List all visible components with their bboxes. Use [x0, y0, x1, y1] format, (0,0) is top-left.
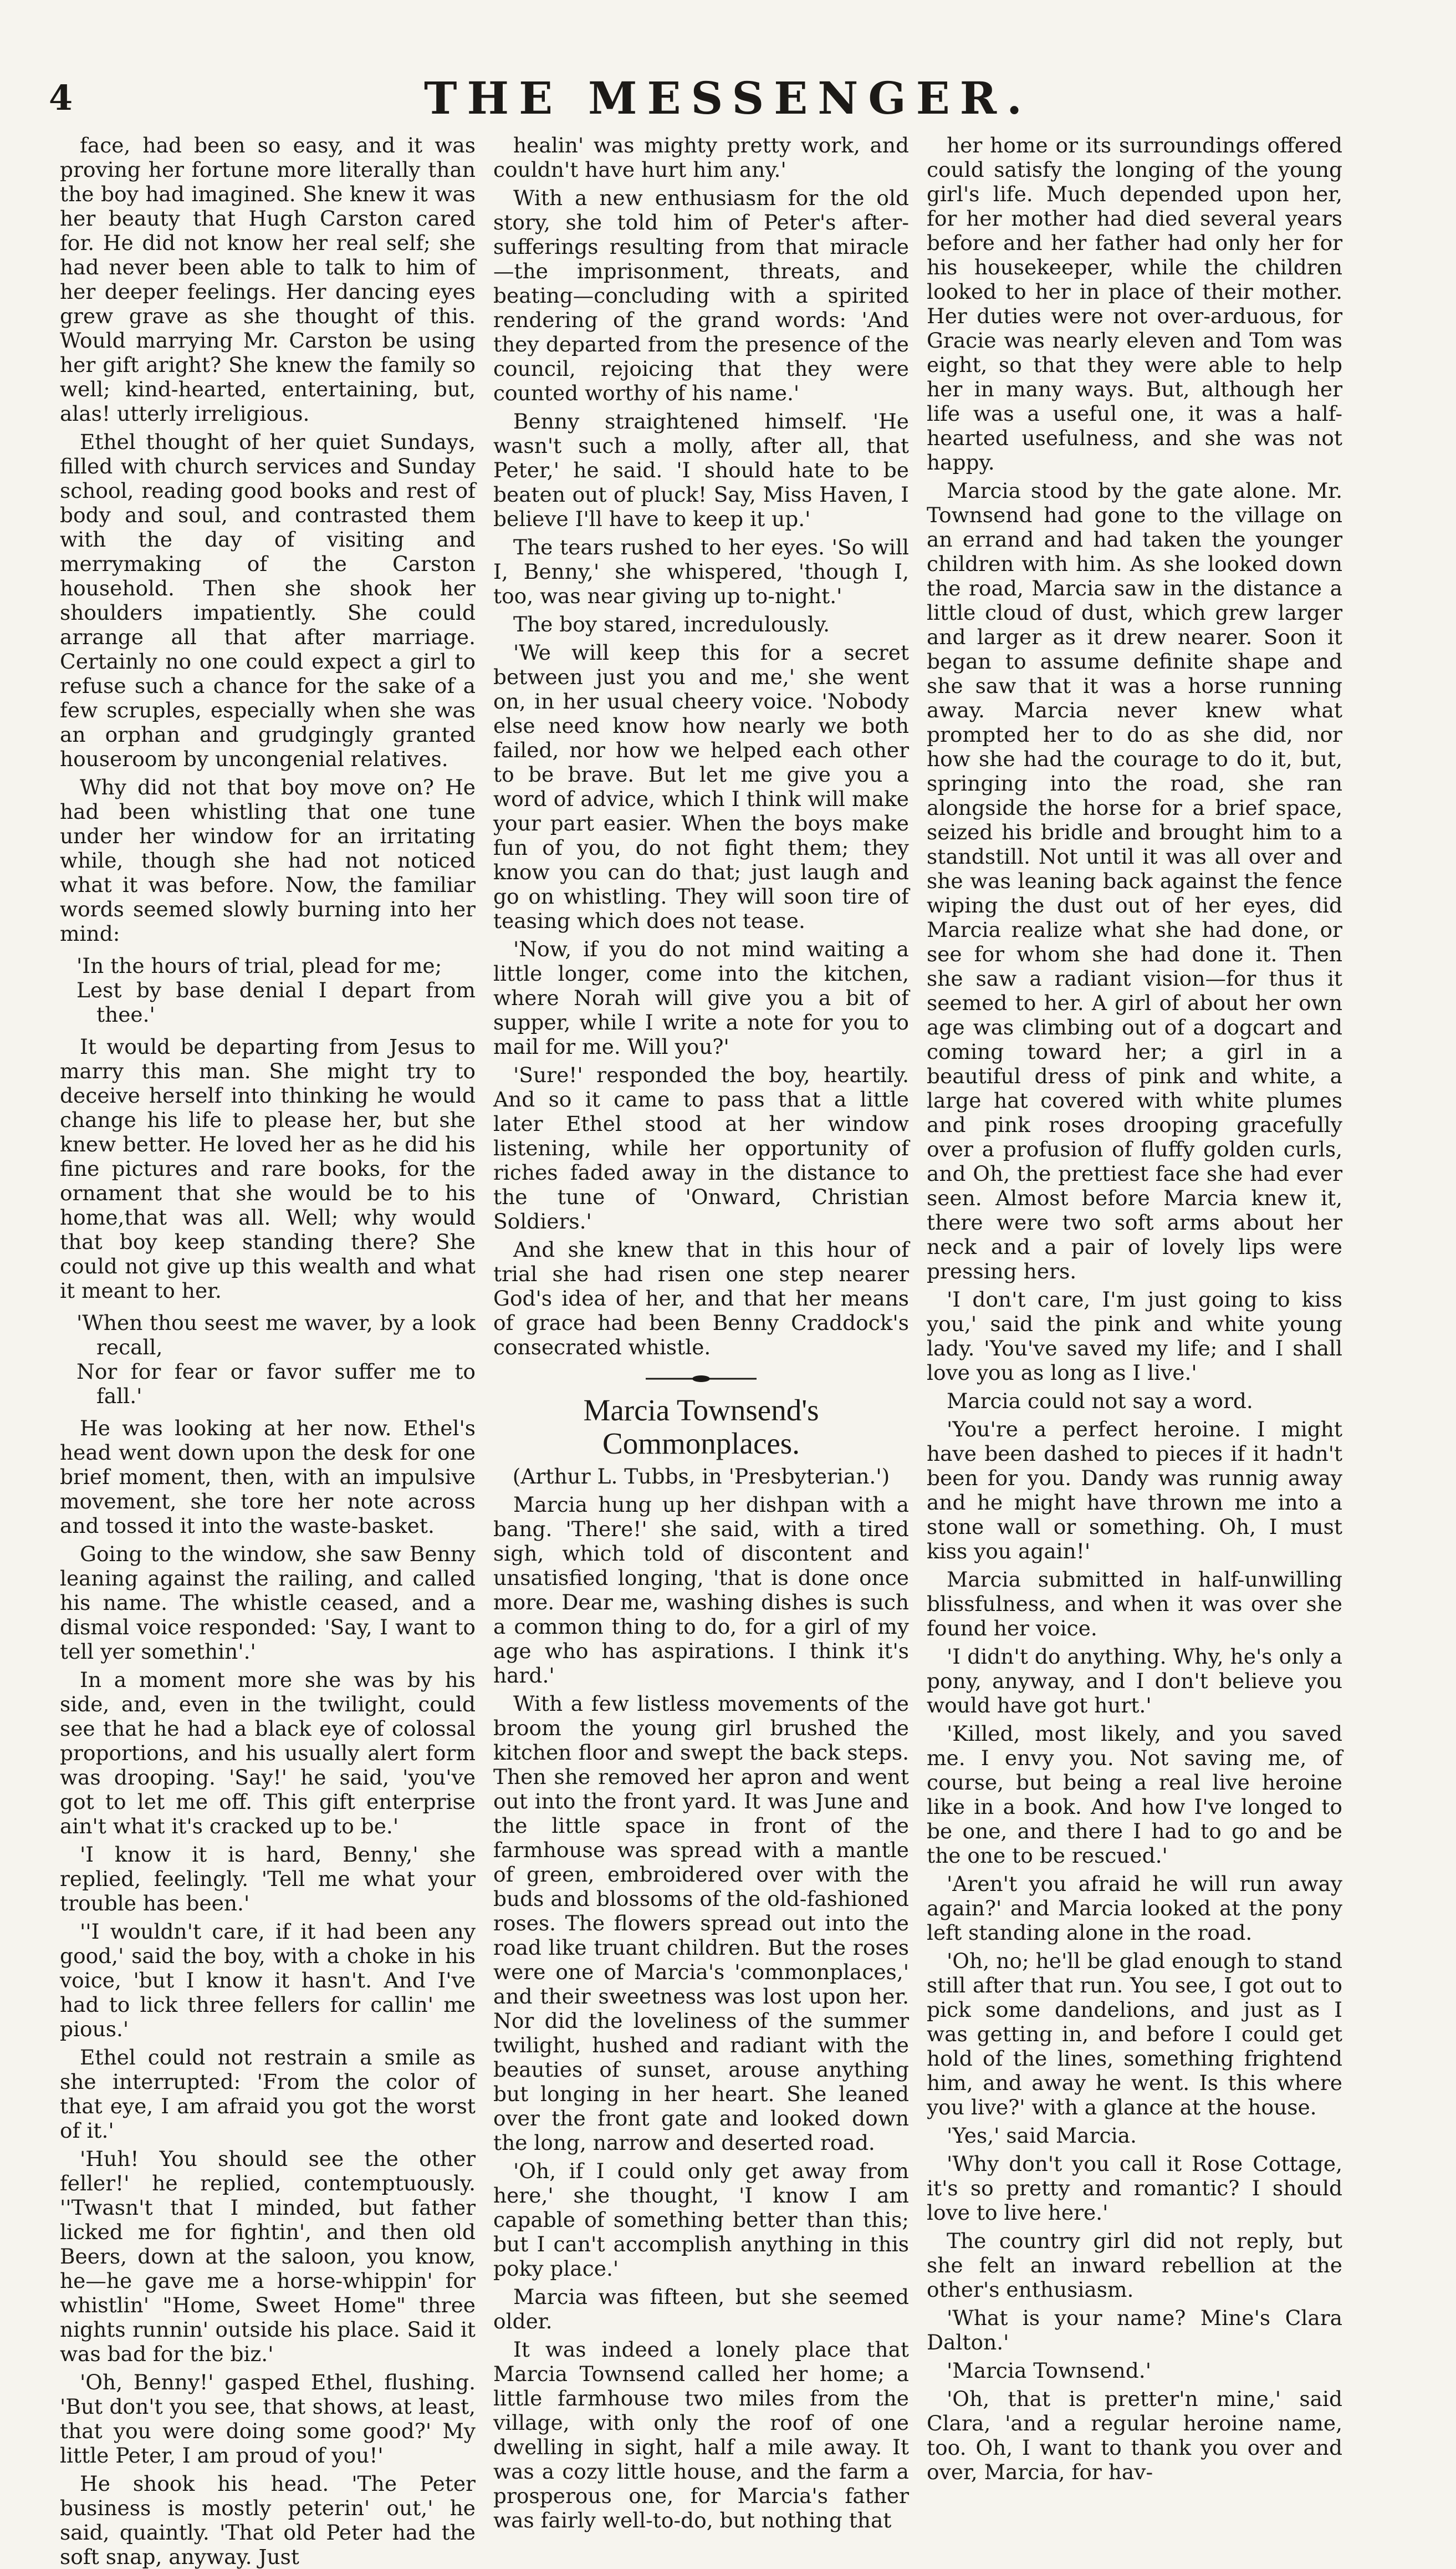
verse-line: 'When thou seest me waver, by a look recall, — [76, 1311, 476, 1359]
paragraph: 'I don't care, I'm just going to kiss you,' said the pink and white young lady. 'You've saved my life; and I shall love you as long as I live.' — [927, 1287, 1342, 1385]
verse-line: Nor for fear or favor suffer me to fall.' — [76, 1359, 476, 1408]
paragraph: The tears rushed to her eyes. 'So will I, Benny,' she whispered, 'though I, too, was near giving up to-night.' — [493, 535, 909, 608]
paragraph: And she knew that in this hour of trial she had risen one step nearer God's idea of her, and that her means of grace had been Benny Craddock's consecrated whistle. — [493, 1237, 909, 1359]
paragraph: It was indeed a lonely place that Marcia Townsend called her home; a little farmhouse two miles from the village, with only the roof of one dwelling in sight, half a mile away. It was a cozy little house, and the farm a prosperous one, for Marcia's father was fairly well-to-do, but nothing that — [493, 2337, 909, 2532]
paragraph: 'Now, if you do not mind waiting a little longer, come into the kitchen, where Norah will give you a bit of supper, while I write a note for you to mail for me. Will you?' — [493, 937, 909, 1059]
paragraph: Going to the window, she saw Benny leaning against the railing, and called his name. The whistle ceased, and a dismal voice responded: 'Say, I want to tell yer somethin'.' — [60, 1542, 476, 1664]
divider-ornament-icon — [646, 1373, 757, 1384]
paragraph: Ethel could not restrain a smile as she interrupted: 'From the color of that eye, I am afraid you got the worst of it.' — [60, 2045, 476, 2143]
column-1 — [60, 133, 476, 2569]
paragraph: 'Sure!' responded the boy, heartily. And so it came to pass that a little later Ethel stood at her window listening, while her opportunity of riches faded away in the distance to the tune of 'Onward, Christian Soldiers.' — [493, 1063, 909, 1233]
paragraph: 'Oh, that is pretter'n mine,' said Clara, 'and a regular heroine name, too. Oh, I want to thank you over and over, Marcia, for hav- — [927, 2387, 1342, 2484]
hymn-verse — [76, 1311, 476, 1408]
paragraph: It would be departing from Jesus to marry this man. She might try to deceive herself into thinking he would change his life to please her, but she knew better. He loved her as he did his fine pictures and rare books, for the ornament that she would be to his home,that was all. Well; why would that boy keep standing there? She could not give up this wealth and what it meant to her. — [60, 1034, 476, 1303]
paragraph: He was looking at her now. Ethel's head went down upon the desk for one brief moment, then, with an impulsive movement, she tore her note across and tossed it into the waste-basket. — [60, 1416, 476, 1538]
paragraph: Marcia could not say a word. — [947, 1389, 1253, 1413]
page-header — [0, 72, 1456, 133]
paragraph: 'We will keep this for a secret between just you and me,' she went on, in her usual cheery voice. 'Nobody else need know how nearly we both failed, nor how we helped each other to be brave. But let me give you a word of advice, which I think will make your part easier. When the boys make fun of you, do not fight them; they know you can do that; just laugh and go on whistling. They will soon tire of teasing which does not tease. — [493, 640, 909, 933]
verse-line: Lest by base denial I depart from thee.' — [76, 978, 476, 1027]
paragraph: 'You're a perfect heroine. I might have been dashed to pieces if it hadn't been for you. Dandy was runnig away and he might have thrown me into a stone wall or something. Oh, I must kiss you again!' — [927, 1417, 1342, 1563]
paragraph: With a new enthusiasm for the old story, she told him of Peter's after-sufferings resulting from that miracle—the imprisonment, threats, and beating—concluding with a spirited rendering of the grand words: 'And they departed from the presence of the council, rejoicing that they were counted worthy of his name.' — [493, 186, 909, 405]
paragraph: 'Oh, if I could only get away from here,' she thought, 'I know I am capable of something better than this; but I can't accomplish anything in this poky place.' — [493, 2159, 909, 2281]
paragraph: 'I know it is hard, Benny,' she replied, feelingly. 'Tell me what your trouble has been.' — [60, 1842, 476, 1915]
article-byline: (Arthur L. Tubbs, in 'Presbyterian.') — [512, 1464, 890, 1489]
column-3 — [927, 133, 1342, 2484]
section-divider — [493, 1365, 909, 1389]
column-2 — [493, 133, 909, 2532]
article-title: Marcia Townsend's Commonplaces. — [583, 1393, 819, 1460]
paragraph: 'Why don't you call it Rose Cottage, it's so pretty and romantic? I should love to live here.' — [927, 2152, 1342, 2225]
paragraph: 'Aren't you afraid he will run away again?' and Marcia looked at the pony left standing alone in the road. — [927, 1872, 1342, 1945]
paragraph: her home or its surroundings offered could satisfy the longing of the young girl's life. Much depended upon her, for her mother had died several years before and her father had only her for his housekeeper, while the children looked to her in place of their mother. Her duties were not over-arduous, for Gracie was nearly eleven and Tom was eight, so that they were able to help her in many ways. But, although her life was a useful one, it was a half-hearted usefulness, and she was not happy. — [927, 133, 1342, 475]
masthead: THE MESSENGER. — [424, 72, 1032, 124]
paragraph: 'Oh, Benny!' gasped Ethel, flushing. 'But don't you see, that shows, at least, that you were doing some good?' My little Peter, I am proud of you!' — [60, 2370, 476, 2468]
paragraph: ''I wouldn't care, if it had been any good,' said the boy, with a choke in his voice, 'but I know it hasn't. And I've had to lick three fellers for callin' me pious.' — [60, 1919, 476, 2041]
paragraph: 'Marcia Townsend.' — [947, 2358, 1152, 2383]
paragraph: Marcia stood by the gate alone. Mr. Townsend had gone to the village on an errand and had taken the younger children with him. As she looked down the road, Marcia saw in the distance a little cloud of dust, which grew larger and larger as it drew nearer. Soon it began to assume definite shape and she saw that it was a horse running away. Marcia never knew what prompted her to do as she did, nor how she had the courage to do it, but, springing into the road, she ran alongside the horse for a brief space, seized his bridle and brought him to a standstill. Not until it was all over and she was leaning back against the fence wiping the dust out of her eyes, did Marcia realize what she had done, or see for whom she had done it. Then she saw a radiant vision—for thus it seemed to her. A girl of about her own age was climbing out of a dogcart and coming toward her; a girl in a beautiful dress of pink and white, a large hat covered with white plumes and pink roses drooping gracefully over a profusion of fluffy golden curls, and Oh, the prettiest face she had ever seen. Almost before Marcia knew it, there were two soft arms about her neck and a pair of lovely lips were pressing hers. — [927, 478, 1342, 1283]
paragraph: Why did not that boy move on? He had been whistling that one tune under her window for an irritating while, though she had not noticed what it was before. Now, the familiar words seemed slowly burning into her mind: — [60, 775, 476, 946]
hymn-verse — [76, 954, 476, 1027]
paragraph: He shook his head. 'The Peter business is mostly peterin' out,' he said, quaintly. 'That old Peter had the soft snap, anyway. Just — [60, 2471, 476, 2569]
paragraph: Benny straightened himself. 'He wasn't such a molly, after all, that Peter,' he said. 'I should hate to be beaten out of pluck! Say, Miss Haven, I believe I'll have to keep it up.' — [493, 409, 909, 531]
paragraph: 'Oh, no; he'll be glad enough to stand still after that run. You see, I got out to pick some dandelions, and just as I was getting in, and before I could get hold of the lines, something frightend him, and away he went. Is this where you live?' with a glance at the house. — [927, 1949, 1342, 2119]
paragraph: Marcia hung up her dishpan with a bang. 'There!' she said, with a tired sigh, which told of discontent and unsatisfied longing, 'that is done once more. Dear me, washing dishes is such a common thing to do, for a girl of my age who has aspirations. I think it's hard.' — [493, 1492, 909, 1688]
paragraph: 'What is your name? Mine's Clara Dalton.' — [927, 2306, 1342, 2354]
paragraph: The boy stared, incredulously. — [513, 612, 830, 636]
paragraph: face, had been so easy, and it was proving her fortune more literally than the boy had imagined. She knew it was her beauty that Hugh Carston cared for. He did not know her real self; she had never been able to talk to him of her deeper feelings. Her dancing eyes grew grave as she thought of this. Would marrying Mr. Carston be using her gift aright? She knew the family so well; kind-hearted, entertaining, but, alas! utterly irreligious. — [60, 133, 476, 426]
paragraph: With a few listless movements of the broom the young girl brushed the kitchen floor and swept the back steps. Then she removed her apron and went out into the front yard. It was June and the little space in front of the farmhouse was spread with a mantle of green, embroidered over with the buds and blossoms of the old-fashioned roses. The flowers spread out into the road like truant children. But the roses were one of Marcia's 'commonplaces,' and their sweetness was lost upon her. Nor did the loveliness of the summer twilight, hushed and radiant with the beauties of sunset, arouse anything but longing in her heart. She leaned over the front gate and looked down the long, narrow and deserted road. — [493, 1691, 909, 2155]
paragraph: In a moment more she was by his side, and, even in the twilight, could see that he had a black eye of colossal proportions, and his usually alert form was drooping. 'Say!' he said, 'you've got to let me off. This gift enterprise ain't what it's cracked up to be.' — [60, 1668, 476, 1838]
paragraph: Marcia was fifteen, but she seemed older. — [493, 2285, 909, 2333]
page-number: 4 — [49, 78, 73, 118]
paragraph: Marcia submitted in half-unwilling blissfulness, and when it was over she found her voice. — [927, 1567, 1342, 1640]
paragraph: 'Killed, most likely, and you saved me. I envy you. Not saving me, of course, but being a real live heroine like in a book. And how I've longed to be one, and there I had to go and be the one to be rescued.' — [927, 1721, 1342, 1868]
paragraph: 'Yes,' said Marcia. — [947, 2123, 1137, 2148]
paragraph: healin' was mighty pretty work, and couldn't have hurt him any.' — [493, 133, 909, 182]
paragraph: 'Huh! You should see the other feller!' he replied, contemptuously. ''Twasn't that I minded, but father licked me for fightin', and then old Beers, down at the saloon, you know, he—he gave me a horse-whippin' for whistlin' "Home, Sweet Home" three nights runnin' outside his place. Said it was bad for the biz.' — [60, 2147, 476, 2366]
paragraph: 'I didn't do anything. Why, he's only a pony, anyway, and I don't believe you would have got hurt.' — [927, 1644, 1342, 1717]
verse-line: 'In the hours of trial, plead for me; — [76, 954, 442, 978]
paragraph: The country girl did not reply, but she felt an inward rebellion at the other's enthusiasm. — [927, 2229, 1342, 2302]
paragraph: Ethel thought of her quiet Sundays, filled with church services and Sunday school, reading good books and rest of body and soul, and contrasted them with the day of visiting and merrymaking of the Carston household. Then she shook her shoulders impatiently. She could arrange all that after marriage. Certainly no one could expect a girl to refuse such a chance for the sake of a few scruples, especially when she was an orphan and grudgingly granted houseroom by uncongenial relatives. — [60, 430, 476, 771]
